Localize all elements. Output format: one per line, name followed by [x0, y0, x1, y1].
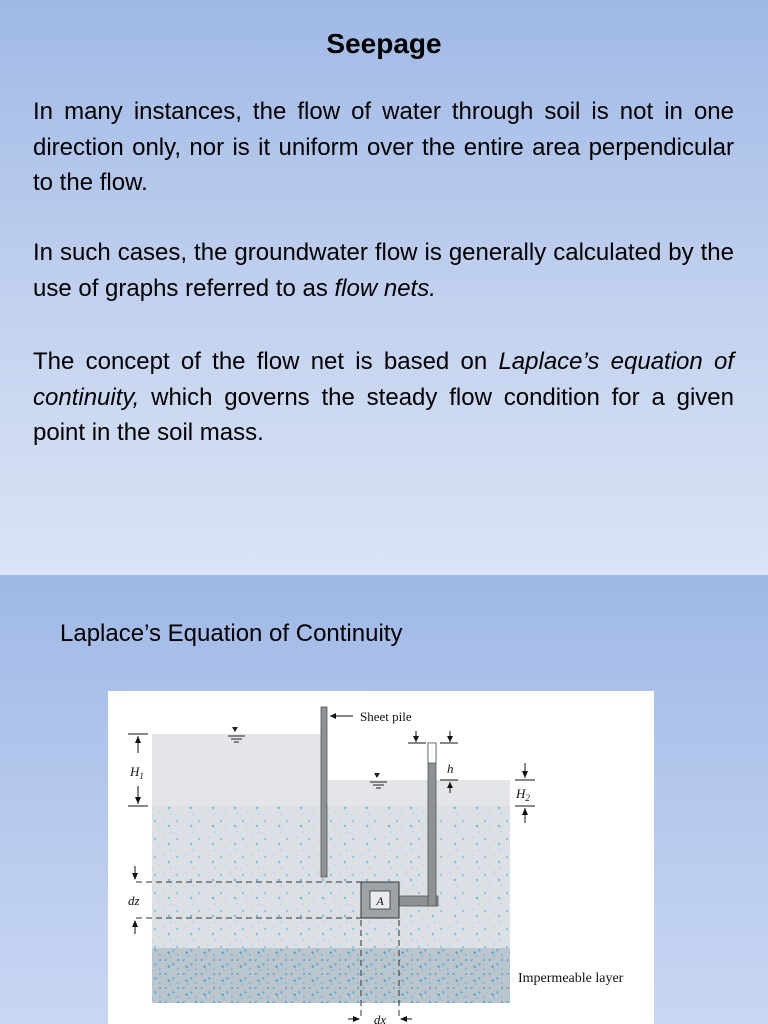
h-label: h — [447, 761, 454, 776]
downstream-water — [328, 780, 510, 806]
impermeable-label: Impermeable layer — [518, 971, 624, 986]
piezometer-tube — [428, 743, 436, 906]
upstream-water — [152, 734, 324, 806]
paragraph-2-emphasis: flow nets. — [334, 274, 436, 302]
sheet-pile-figure — [108, 691, 654, 1024]
paragraph-2 — [33, 235, 734, 306]
slide-title: Seepage — [326, 28, 442, 59]
dx-label: dx — [373, 1012, 387, 1024]
impermeable-layer — [152, 948, 510, 1003]
paragraph-3-text-b: which governs the steady flow condition for a given point in the soil mass. — [33, 383, 734, 446]
permeable-soil — [152, 806, 510, 948]
slide-laplace — [0, 575, 768, 1024]
h2-label: $H_2$ — [516, 786, 530, 803]
sheet-pile — [321, 707, 327, 877]
slide-subtitle: Laplace’s Equation of Continuity — [60, 620, 403, 647]
element-label: A — [376, 894, 384, 908]
paragraph-1: In many instances, the flow of water through soil is not in one direction only, nor is it uniform over the entire area perpendicular to the flow. — [33, 98, 734, 196]
sheet-pile-label: Sheet pile — [360, 709, 412, 724]
paragraph-2-text: In such cases, the groundwater flow is generally calculated by the use of graphs referred to as — [33, 239, 734, 302]
paragraph-3-text-a: The concept of the flow net is based on — [33, 348, 499, 375]
paragraph-3 — [33, 344, 734, 451]
paragraph-3-emphasis: Laplace’s equation of continuity, — [33, 348, 735, 411]
dz-label: dz — [128, 893, 140, 908]
h1-label: $H_1$ — [130, 764, 144, 781]
